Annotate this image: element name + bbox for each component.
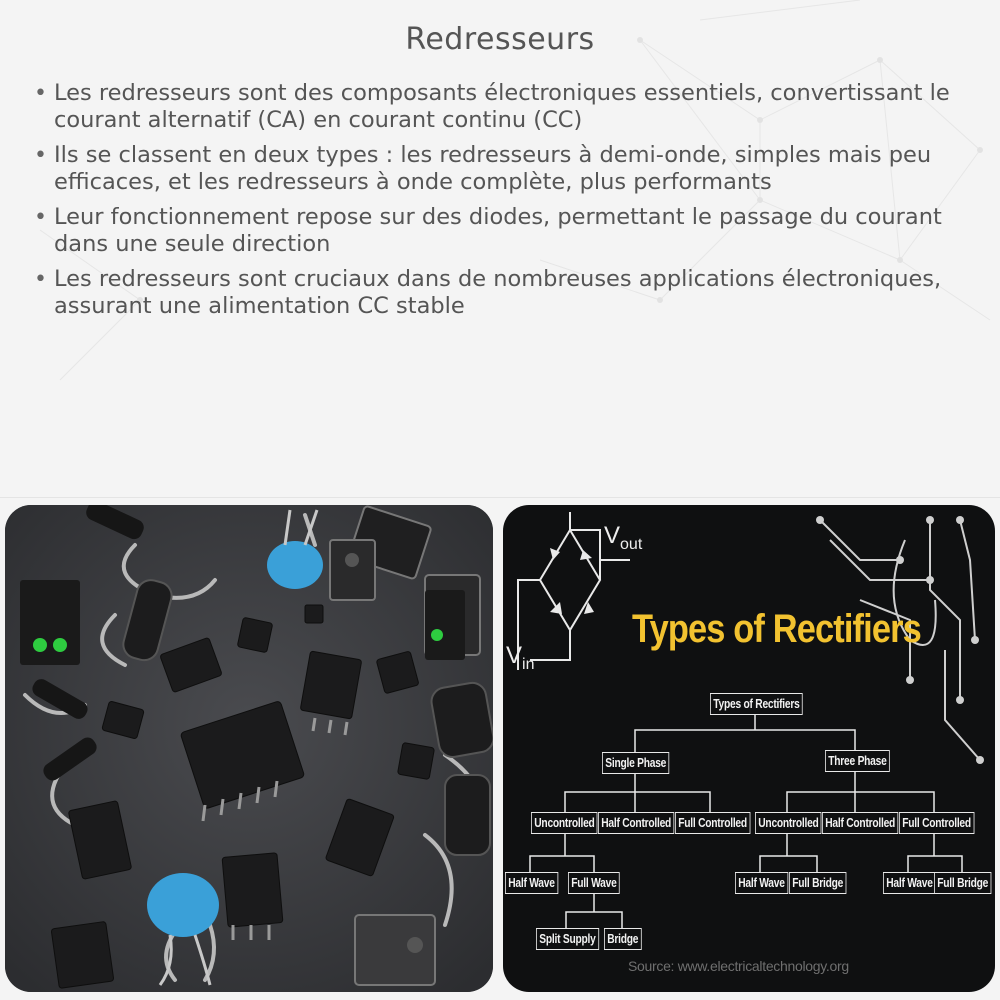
bullet-marker: • — [34, 205, 47, 230]
node-single-full-controlled: Full Controlled — [675, 812, 750, 834]
bullet-text: Leur fonctionnement repose sur des diodes, permettant le passage du courant dans une seule direction — [54, 204, 942, 257]
v-in-label: $V_{in}$ — [506, 642, 535, 673]
components-photo — [5, 505, 493, 992]
node-types-of-rectifiers: Types of Rectifiers — [710, 693, 803, 715]
bullet-marker: • — [34, 267, 47, 292]
node-full-controlled-full-bridge: Full Bridge — [934, 872, 991, 894]
bullet-item — [34, 80, 984, 134]
node-three-full-controlled: Full Controlled — [899, 812, 974, 834]
bullet-item — [34, 266, 984, 320]
bullet-marker: • — [34, 81, 47, 106]
node-single-full-wave: Full Wave — [568, 872, 620, 894]
node-split-supply: Split Supply — [536, 928, 599, 950]
section-divider — [0, 497, 1000, 498]
node-three-half-wave: Half Wave — [735, 872, 788, 894]
node-bridge: Bridge — [604, 928, 642, 950]
components-illustration — [5, 505, 493, 992]
bullet-item — [34, 142, 984, 196]
diagram-source: Source: www.electricaltechnology.org — [628, 958, 849, 974]
page-title: Redresseurs — [405, 22, 595, 57]
node-single-uncontrolled: Uncontrolled — [531, 812, 598, 834]
node-single-phase: Single Phase — [602, 752, 669, 774]
node-three-uncontrolled: Uncontrolled — [755, 812, 822, 834]
diagram-heading: Types of Rectifiers — [632, 607, 921, 651]
node-three-phase: Three Phase — [825, 750, 890, 772]
node-single-half-wave: Half Wave — [505, 872, 558, 894]
rectifier-types-diagram — [503, 505, 995, 992]
bullet-marker: • — [34, 143, 47, 168]
bullet-list — [34, 80, 984, 328]
bullet-item — [34, 204, 984, 258]
bullet-text: Ils se classent en deux types : les redresseurs à demi-onde, simples mais peu efficaces, et les redresseurs à onde complète, plus performants — [54, 142, 932, 195]
v-out-label: $V_{out}$ — [604, 522, 643, 553]
node-three-full-bridge: Full Bridge — [789, 872, 846, 894]
node-single-half-controlled: Half Controlled — [598, 812, 674, 834]
node-three-half-controlled: Half Controlled — [822, 812, 898, 834]
bullet-text: Les redresseurs sont cruciaux dans de nombreuses applications électroniques, assurant une alimentation CC stable — [54, 266, 942, 319]
bullet-text: Les redresseurs sont des composants électroniques essentiels, convertissant le courant alternatif (CA) en courant continu (CC) — [54, 80, 950, 133]
node-full-controlled-half-wave: Half Wave — [883, 872, 936, 894]
